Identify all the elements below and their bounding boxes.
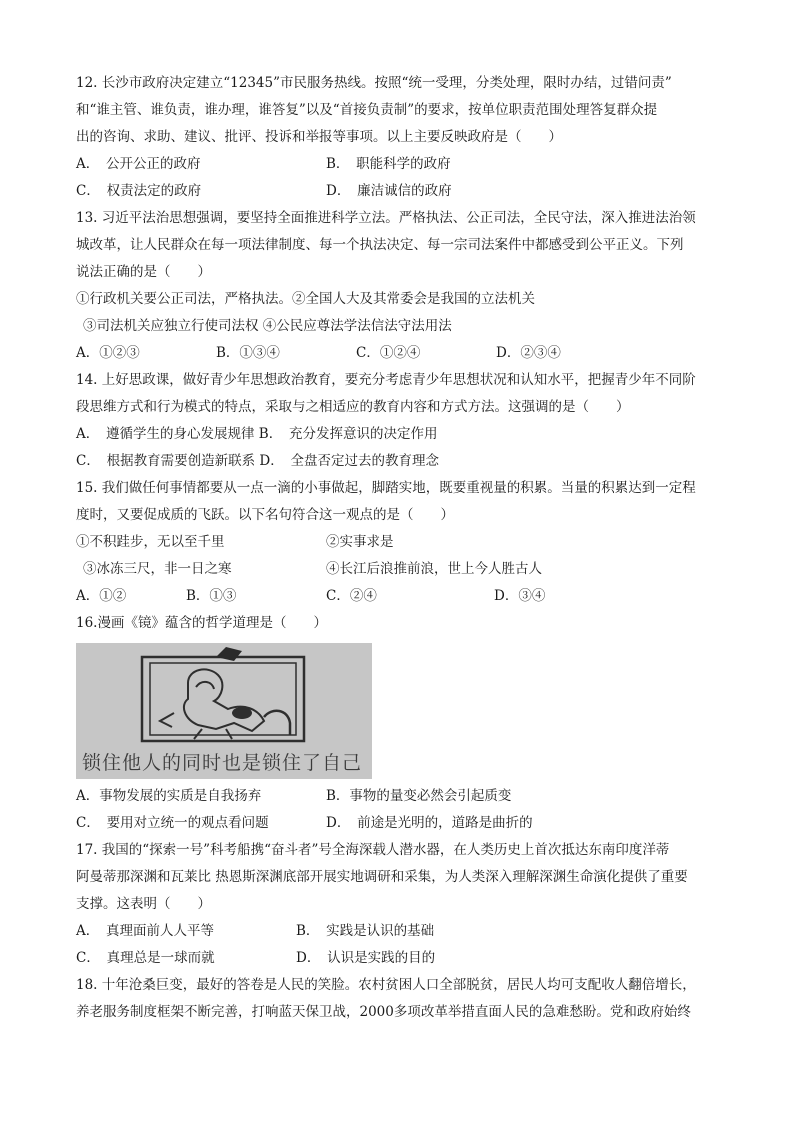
statement-line: ①行政机关要公正司法，严格执法。②全国人大及其常委会是我国的立法机关 [76,291,535,307]
option-row [76,783,721,810]
question-17 [76,837,721,972]
statement-line: ③司法机关应独立行使司法权 ④公民应尊法学法信法守法用法 [83,318,452,334]
option-row [76,151,721,178]
option-b[interactable]: B． 实践是认识的基础 [296,923,435,939]
statement-4: ④长江后浪推前浪，世上今人胜古人 [326,561,542,577]
question-text: 16.漫画《镜》蕴含的哲学道理是（ ） [76,615,327,631]
question-13 [76,205,721,367]
option-row[interactable]: C． 根据教育需要创造新联系 D． 全盘否定过去的教育理念 [76,453,439,469]
question-18 [76,972,721,1026]
option-d[interactable]: D．③④ [494,588,546,604]
question-text: 说法正确的是（ ） [76,264,211,280]
statement-row [76,529,721,556]
option-c[interactable]: C．②④ [326,588,377,604]
question-text: 城改革，让人民群众在每一项法律制度、每一个执法决定、每一宗司法案件中都感受到公平正义。下列 [76,237,684,253]
option-d[interactable]: D． 认识是实践的目的 [296,950,436,966]
question-text: 阿曼蒂那深渊和瓦莱比 热恩斯深渊底部开展实地调研和采集，为人类深入理解深渊生命演化提供了重要 [76,869,688,885]
cartoon-image [76,643,372,779]
option-d[interactable]: D． 前途是光明的，道路是曲折的 [326,815,533,831]
option-row[interactable]: A． 遵循学生的身心发展规律 B． 充分发挥意识的决定作用 [76,426,438,442]
question-16 [76,610,721,837]
option-d[interactable]: D． 廉洁诚信的政府 [326,183,452,199]
option-a[interactable]: A．①②③ [76,345,140,361]
option-c[interactable]: C．①②④ [356,345,421,361]
question-text: 和“谁主管、谁负责，谁办理，谁答复”以及“首接负责制”的要求，按单位职责范围处理答复群众提 [76,102,658,118]
question-text: 度时，又要促成质的飞跃。以下名句符合这一观点的是（ ） [76,507,454,523]
option-a[interactable]: A．事物发展的实质是自我扬弃 [76,788,262,804]
question-12 [76,70,721,205]
option-b[interactable]: B．事物的量变必然会引起质变 [326,788,512,804]
statement-3: ③冰冻三尺，非一日之寒 [83,561,232,577]
option-c[interactable]: C． 权责法定的政府 [76,183,202,199]
option-c[interactable]: C． 要用对立统一的观点看问题 [76,815,269,831]
option-c[interactable]: C． 真理总是一球而就 [76,950,215,966]
question-text: 支撑。这表明（ ） [76,896,211,912]
option-row [76,583,721,610]
option-a[interactable]: A．①② [76,588,127,604]
statement-1: ①不积跬步，无以至千里 [76,534,225,550]
option-a[interactable]: A． 真理面前人人平等 [76,923,214,939]
question-text: 养老服务制度框架不断完善，打响蓝天保卫战，2000多项改革举措直面人民的急难愁盼。党和政府始终 [76,1004,691,1020]
exam-page [76,70,721,1026]
question-15 [76,475,721,610]
question-text: 段思维方式和行为模式的特点，采取与之相适应的教育内容和方式方法。这强调的是（ ） [76,399,630,415]
question-text: 出的咨询、求助、建议、批评、投诉和举报等事项。以上主要反映政府是（ ） [76,129,562,145]
question-14 [76,367,721,475]
question-text: 15. 我们做任何事情都要从一点一滴的小事做起，脚踏实地，既要重视量的积累。当量的积累达到一定程 [76,480,696,496]
option-row [76,918,721,945]
option-b[interactable]: B． 职能科学的政府 [326,156,451,172]
option-a[interactable]: A． 公开公正的政府 [76,156,201,172]
question-text: 17. 我国的“探索一号”科考船携“奋斗者”号全海深载人潜水器，在人类历史上首次抵达东南印度洋蒂 [76,842,670,858]
option-b[interactable]: B．①③④ [216,345,280,361]
option-row [76,340,721,367]
question-text: 18. 十年沧桑巨变，最好的答卷是人民的笑脸。农村贫困人口全部脱贫，居民人均可支配收人翻倍增长， [76,977,696,993]
question-text: 12. 长沙市政府决定建立“12345”市民服务热线。按照“统一受理，分类处理，限时办结，过错问责” [76,75,672,91]
question-text: 13. 习近平法治思想强调，要坚持全面推进科学立法。严格执法、公正司法，全民守法，深入推进法治领 [76,210,696,226]
cartoon-caption: 锁住他人的同时也是锁住了自己 [82,752,363,774]
option-b[interactable]: B．①③ [186,588,237,604]
question-text: 14. 上好思政课，做好青少年思想政治教育，要充分考虑青少年思想状况和认知水平，把握青少年不同阶 [76,372,696,388]
option-d[interactable]: D．②③④ [496,345,561,361]
statement-2: ②实事求是 [326,534,394,550]
statement-row [76,556,721,583]
option-row [76,945,721,972]
option-row [76,178,721,205]
option-row [76,810,721,837]
